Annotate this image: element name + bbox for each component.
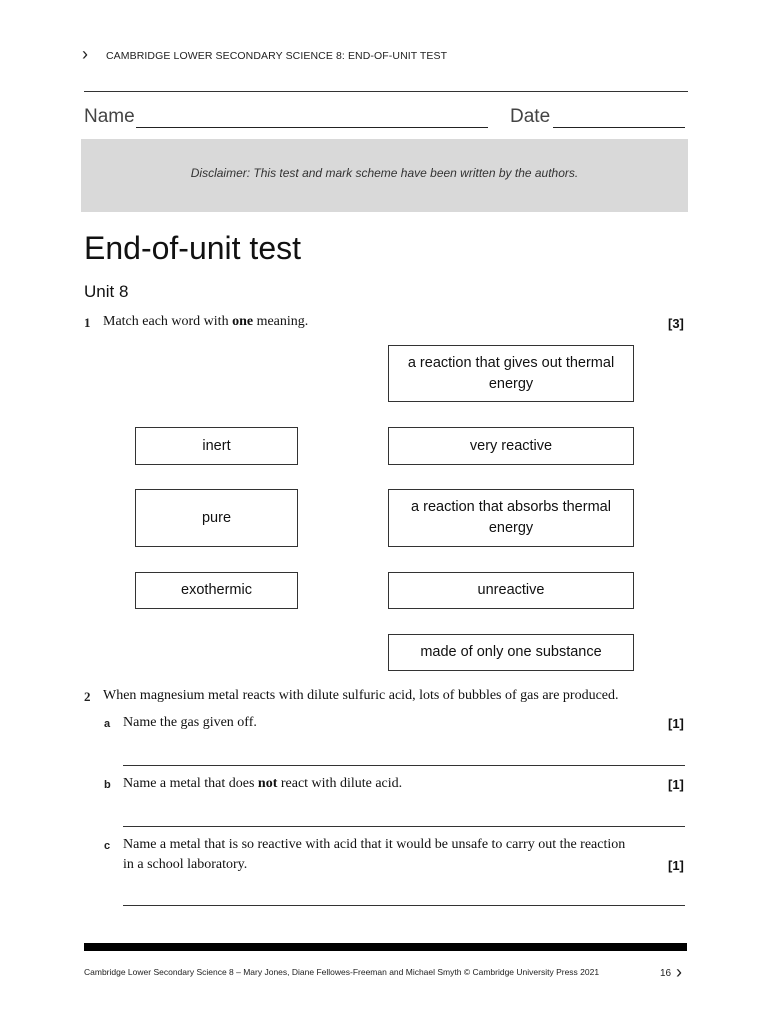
question-2c-marks: [1]: [668, 858, 684, 873]
word-box-pure[interactable]: [135, 489, 298, 547]
answer-line-2a[interactable]: [123, 765, 685, 766]
unit-heading: Unit 8: [84, 282, 129, 301]
subquestion-letter: a: [104, 718, 111, 730]
subquestion-letter: c: [104, 840, 111, 852]
header-divider: [84, 91, 688, 92]
question-2b-marks: [1]: [668, 777, 684, 792]
question-2c-text-line1: Name a metal that is so reactive with acid that it would be unsafe to carry out the reaction: [123, 837, 626, 852]
name-label: Name: [84, 106, 135, 127]
question-number: 1: [84, 315, 91, 330]
answer-line-2c[interactable]: [123, 905, 685, 906]
subquestion-letter: b: [104, 779, 111, 791]
word-box-exothermic[interactable]: [135, 572, 298, 609]
question-2a-text: Name the gas given off.: [123, 715, 257, 730]
meaning-label: unreactive: [477, 582, 545, 598]
word-box-inert[interactable]: [135, 427, 298, 465]
name-field-line[interactable]: [136, 127, 488, 128]
meaning-label: a reaction that absorbs thermal energy: [411, 499, 611, 536]
chevron-right-icon: ›: [82, 44, 88, 64]
chevron-right-icon: ›: [676, 962, 682, 982]
meaning-label: a reaction that gives out thermal energy: [407, 354, 615, 392]
meaning-label: made of only one substance: [420, 644, 602, 660]
meaning-box-2[interactable]: [388, 427, 634, 465]
meaning-box-4[interactable]: [388, 572, 634, 609]
question-2-text: When magnesium metal reacts with dilute sulfuric acid, lots of bubbles of gas are produced.: [103, 688, 619, 703]
meaning-box-3[interactable]: [388, 489, 634, 547]
question-2a-marks: [1]: [668, 716, 684, 731]
date-label: Date: [510, 106, 551, 127]
question-1-marks: [3]: [668, 316, 684, 331]
meaning-box-5[interactable]: [388, 634, 634, 671]
word-label: exothermic: [181, 582, 252, 598]
question-1-text: Match each word with one meaning.: [103, 314, 309, 329]
question-2c-text-line2: in a school laboratory.: [123, 857, 248, 872]
page-number: 16: [660, 968, 672, 979]
footer-credit: Cambridge Lower Secondary Science 8 – Mary Jones, Diane Fellowes-Freeman and Michael Smyth © Cambridge University Press 2021: [84, 967, 600, 977]
meaning-box-1[interactable]: [388, 345, 634, 402]
running-header: CAMBRIDGE LOWER SECONDARY SCIENCE 8: END-OF-UNIT TEST: [106, 50, 448, 62]
question-2b-text: Name a metal that does not react with dilute acid.: [123, 776, 403, 791]
page-title: End-of-unit test: [84, 230, 301, 266]
word-label: inert: [202, 437, 231, 454]
footer-bar: [84, 943, 687, 951]
disclaimer-text: Disclaimer: This test and mark scheme have been written by the authors.: [190, 166, 579, 180]
date-field-line[interactable]: [553, 127, 685, 128]
question-number: 2: [84, 689, 91, 704]
answer-line-2b[interactable]: [123, 826, 685, 827]
meaning-label: very reactive: [469, 437, 553, 454]
word-label: pure: [201, 509, 232, 526]
